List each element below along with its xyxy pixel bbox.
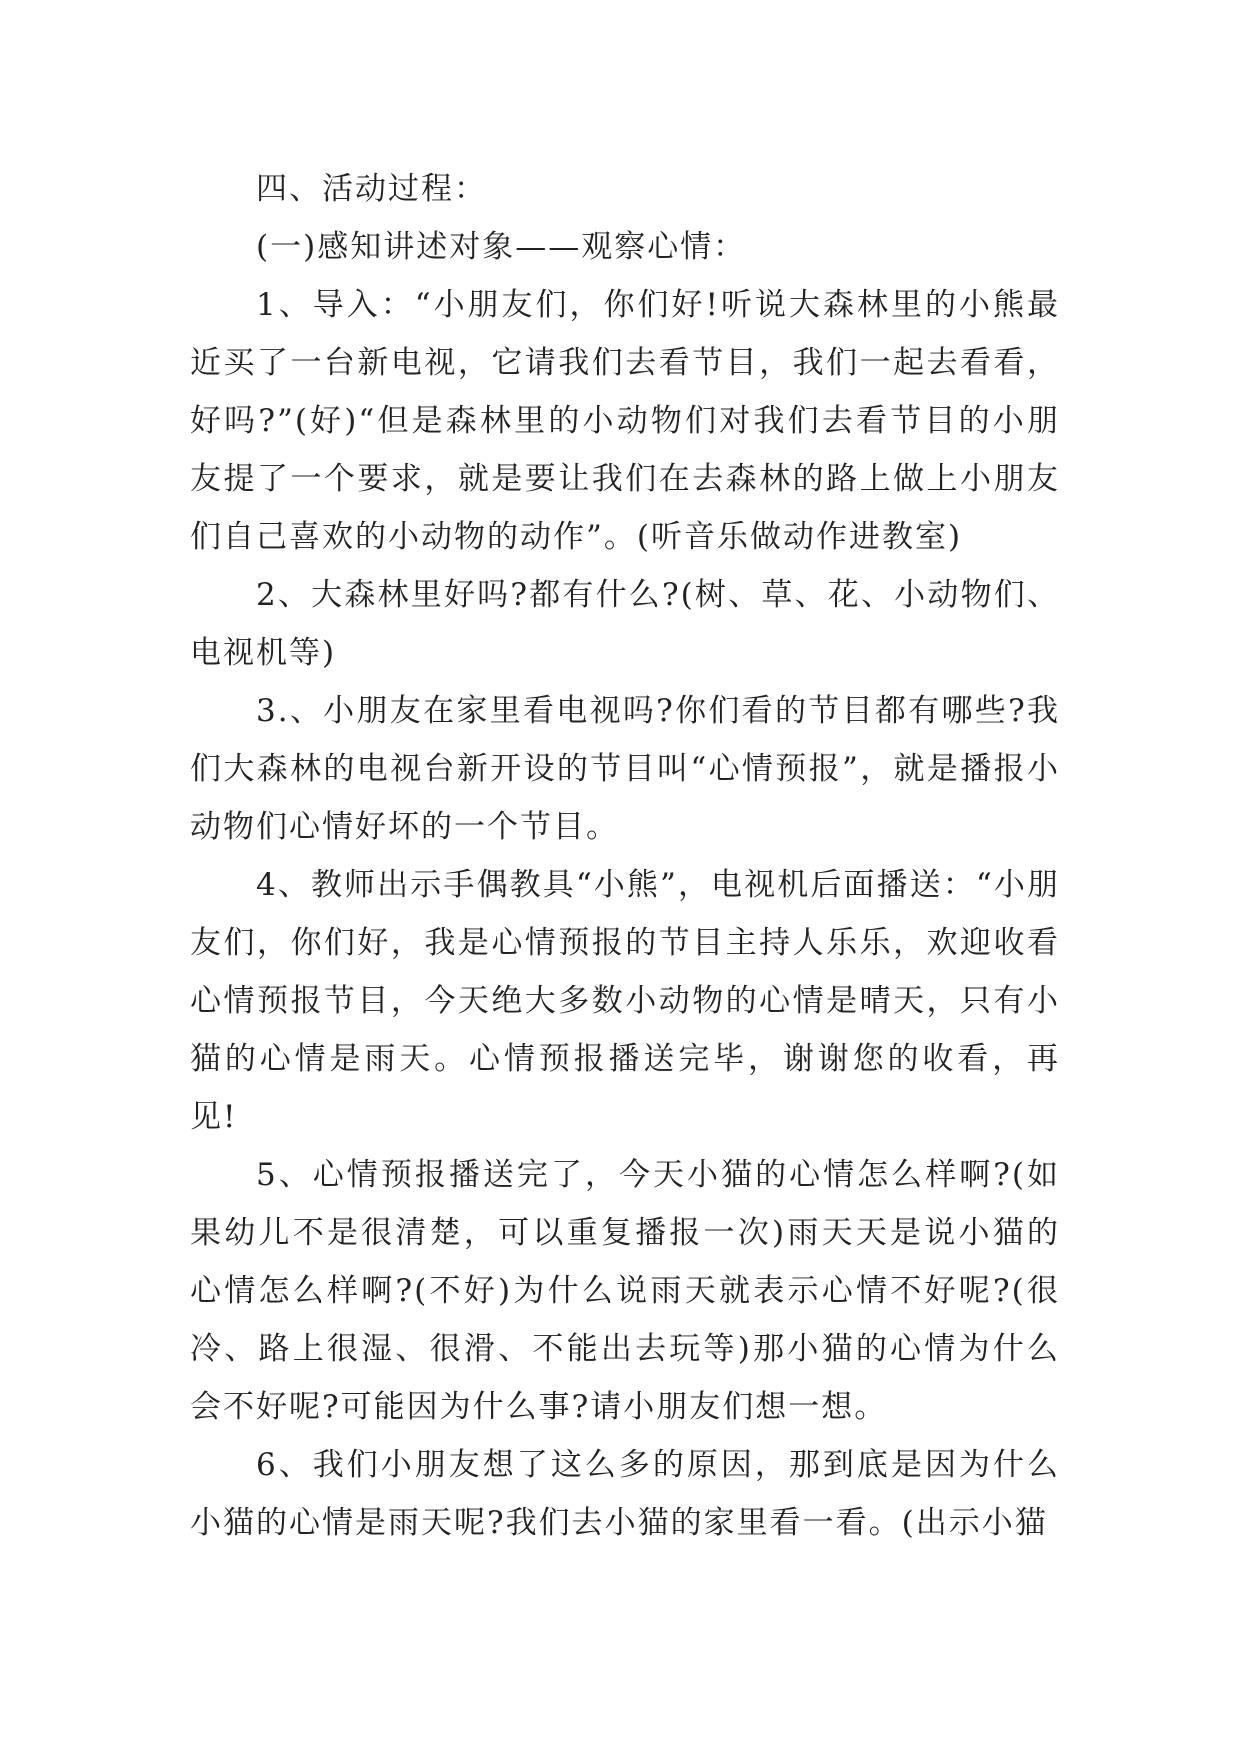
- paragraph-3: 3.、小朋友在家里看电视吗?你们看的节目都有哪些?我们大森林的电视台新开设的节目叫“心情预报”，就是播报小动物们心情好坏的一个节目。: [190, 693, 1060, 845]
- paragraph-4: 4、教师出示手偶教具“小熊”，电视机后面播送：“小朋友们，你们好，我是心情预报的节目主持人乐乐，欢迎收看心情预报节目，今天绝大多数小动物的心情是晴天，只有小猫的心情是雨天。心情预报播送完毕，谢谢您的收看，再见!: [190, 867, 1060, 1135]
- subsection-heading: (一)感知讲述对象——观察心情：: [256, 229, 747, 265]
- paragraph-1: 1、导入：“小朋友们，你们好!听说大森林里的小熊最近买了一台新电视，它请我们去看节目，我们一起去看看，好吗?”(好)“但是森林里的小动物们对我们去看节目的小朋友提了一个要求，就是要让我们在去森林的路上做上小朋友们自己喜欢的小动物的动作”。(听音乐做动作进教室): [190, 287, 1060, 555]
- paragraph-5: 5、心情预报播送完了，今天小猫的心情怎么样啊?(如果幼儿不是很清楚，可以重复播报一次)雨天天是说小猫的心情怎么样啊?(不好)为什么说雨天就表示心情不好呢?(很冷、路上很湿、很滑、不能出去玩等)那小猫的心情为什么会不好呢?可能因为什么事?请小朋友们想一想。: [190, 1157, 1060, 1425]
- paragraph-2: 2、大森林里好吗?都有什么?(树、草、花、小动物们、电视机等): [190, 577, 1060, 671]
- section-heading: 四、活动过程：: [256, 171, 487, 207]
- paragraph-6: 6、我们小朋友想了这么多的原因，那到底是因为什么小猫的心情是雨天呢?我们去小猫的家里看一看。(出示小猫: [190, 1447, 1060, 1541]
- document-body: [190, 160, 1060, 1552]
